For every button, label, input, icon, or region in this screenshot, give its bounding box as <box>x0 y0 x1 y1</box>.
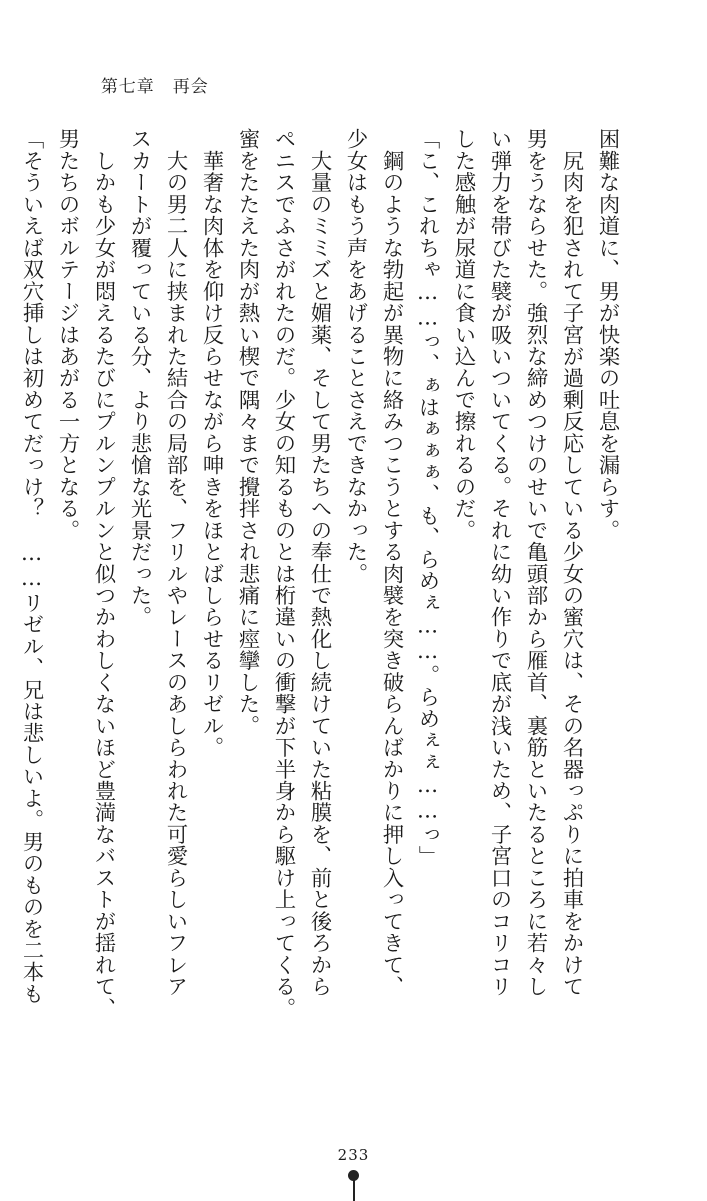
text-line: ペニスでふさがれたのだ。少女の知るものとは桁違いの衝撃が下半身から駆け上ってくる。 <box>271 128 296 1019</box>
text-line: しかも少女が悶えるたびにプルンプルンと似つかわしくないほど豊満なバストが揺れて、 <box>91 128 116 1019</box>
text-line: 大の男二人に挟まれた結合の局部を、フリルやレースのあしらわれた可愛らしいフレア <box>163 128 188 998</box>
text-line: 男をうならせた。強烈な締めつけのせいで亀頭部から雁首、裏筋といたるところに若々し <box>523 128 548 998</box>
text-line: 「そういえば双穴挿しは初めてだっけ？ ……リゼル、兄は悲しいよ。男のものを二本も <box>19 128 44 1005</box>
text-line: 大量のミミズと媚薬、そして男たちへの奉仕で熱化し続けていた粘膜を、前と後ろから <box>307 128 332 998</box>
running-header <box>88 62 209 96</box>
bookmark-ornament-icon <box>348 1170 360 1200</box>
text-line: 鋼のような勃起が異物に絡みつこうとする肉襞を突き破らんばかりに押し入ってきて、 <box>379 128 404 998</box>
page-number: 233 <box>337 1146 370 1164</box>
text-line: した感触が尿道に食い込んで擦れるのだ。 <box>451 128 476 541</box>
text-line: い弾力を帯びた襞が吸いついてくる。それに幼い作りで底が浅いため、子宮口のコリコリ <box>487 128 512 998</box>
text-line: 困難な肉道に、男が快楽の吐息を漏らす。 <box>595 128 620 541</box>
text-line: 蜜をたたえた肉が熱い楔で隅々まで攪拌され悲痛に痙攣した。 <box>235 128 260 737</box>
ornament-stem <box>353 1179 355 1201</box>
text-line: 華奢な肉体を仰け反らせながら呻きをほとばしらせるリゼル。 <box>199 128 224 759</box>
chapter-title: 第七章 再会 <box>100 77 209 97</box>
body-text <box>19 128 625 1019</box>
text-line: 男たちのボルテージはあがる一方となる。 <box>55 128 80 541</box>
text-line: スカートが覆っている分、より悲愴な光景だった。 <box>127 128 152 628</box>
text-line: 「こ、これちゃ……っ、ぁはぁぁぁ、も、らめぇ……。らめぇぇ……っ」 <box>415 128 440 868</box>
text-line: 少女はもう声をあげることさえできなかった。 <box>343 128 368 585</box>
text-line: 尻肉を犯されて子宮が過剰反応している少女の蜜穴は、その名器っぷりに拍車をかけて <box>559 128 584 998</box>
